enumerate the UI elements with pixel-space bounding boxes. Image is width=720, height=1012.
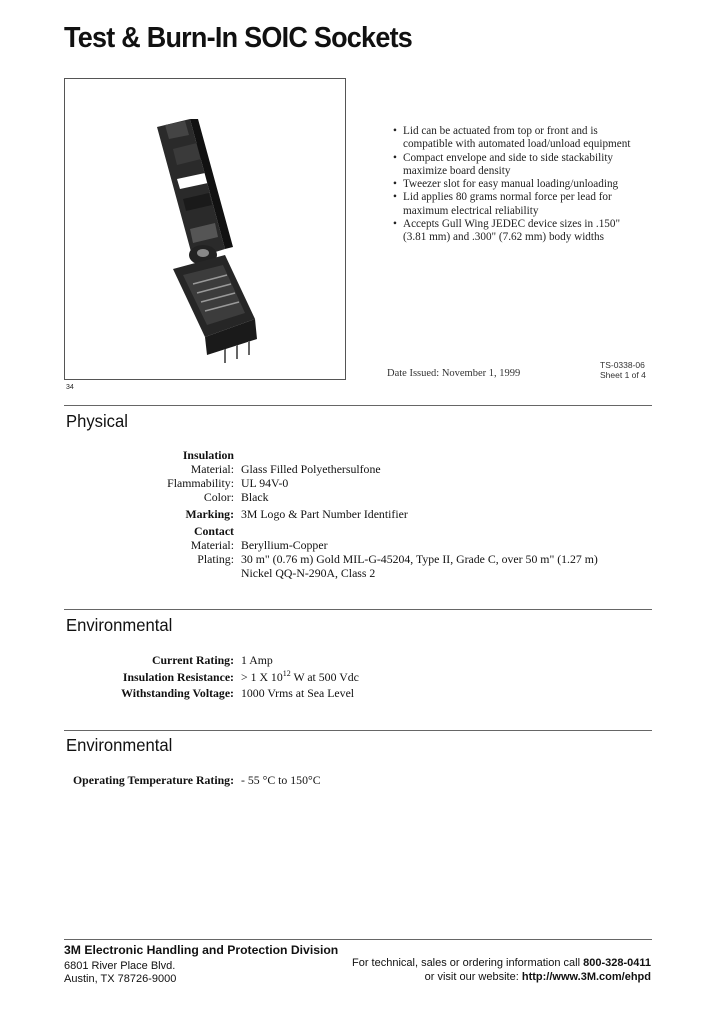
section-heading-physical: Physical xyxy=(66,411,128,431)
spec-value: UL 94V-0 xyxy=(241,476,289,490)
feature-list xyxy=(390,125,645,245)
page-title: Test & Burn-In SOIC Sockets xyxy=(64,22,413,54)
spec-value: Nickel QQ-N-290A, Class 2 xyxy=(241,566,376,580)
spec-label: Color: xyxy=(203,490,234,504)
footer-division: 3M Electronic Handling and Protection Division xyxy=(64,943,339,957)
divider xyxy=(64,730,652,731)
footer-phone: 800-328-0411 xyxy=(583,957,651,969)
list-item: • Compact envelope and side to side stackability maximize board density xyxy=(393,151,614,177)
list-item: • Lid applies 80 grams normal force per lead for maximum electrical reliability xyxy=(393,191,612,217)
sheet-number: Sheet 1 of 4 xyxy=(600,370,646,380)
bullet-icon: • xyxy=(393,151,397,164)
spec-value: - 55 °C to 150°C xyxy=(241,773,321,787)
divider xyxy=(64,405,652,406)
spec-value: Black xyxy=(241,490,269,504)
product-photo-frame xyxy=(64,78,346,380)
spec-label: Marking: xyxy=(185,507,234,521)
footer-website: or visit our website: http://www.3M.com/ehpd xyxy=(424,971,651,983)
bullet-icon: • xyxy=(393,218,397,231)
footer-contact: For technical, sales or ordering information call 800-328-0411 xyxy=(351,957,651,969)
date-issued: Date Issued: November 1, 1999 xyxy=(387,368,521,379)
spec-value: Glass Filled Polyethersulfone xyxy=(241,462,381,476)
list-item: • Tweezer slot for easy manual loading/unloading xyxy=(393,178,619,191)
divider xyxy=(64,609,652,610)
spec-value: 3M Logo & Part Number Identifier xyxy=(241,507,408,521)
divider xyxy=(64,939,652,940)
socket-lid xyxy=(157,119,233,259)
bullet-icon: • xyxy=(393,191,397,204)
spec-value: Beryllium-Copper xyxy=(241,538,328,552)
section-heading-electrical: Environmental xyxy=(66,615,173,635)
list-item: • Lid can be actuated from top or front and is compatible with automated load/unload equipment xyxy=(393,125,631,151)
bullet-icon: • xyxy=(393,125,397,137)
spec-label: Operating Temperature Rating: xyxy=(73,773,234,787)
spec-label: Flammability: xyxy=(167,476,234,490)
photo-number: 34 xyxy=(66,384,74,391)
spec-label: Withstanding Voltage: xyxy=(121,686,234,700)
spec-label: Plating: xyxy=(197,552,234,566)
spec-label: Material: xyxy=(190,462,234,476)
document-number: TS-0338-06 xyxy=(600,360,645,370)
socket-product-photo xyxy=(65,79,345,379)
footer-address-line: 6801 River Place Blvd. xyxy=(64,960,176,972)
spec-label: Contact xyxy=(194,524,234,538)
footer-url-link[interactable]: http://www.3M.com/ehpd xyxy=(521,971,651,983)
spec-value: 1 Amp xyxy=(241,653,273,667)
spec-value: > 1 X $10^{12}$ W at 500 Vdc xyxy=(241,669,359,684)
spec-label: Insulation xyxy=(182,448,234,462)
spec-label: Current Rating: xyxy=(151,653,234,667)
spec-value: 30 m" (0.76 m) Gold MIL-G-45204, Type II, Grade C, over 50 m" (1.27 m) xyxy=(241,552,598,566)
spec-value: 1000 Vrms at Sea Level xyxy=(241,686,355,700)
section-heading-environmental: Environmental xyxy=(66,735,173,755)
spec-label: Insulation Resistance: xyxy=(122,670,234,684)
socket-body xyxy=(173,255,257,363)
bullet-icon: • xyxy=(393,178,397,191)
footer-address-line: Austin, TX 78726-9000 xyxy=(64,973,177,985)
spec-label: Material: xyxy=(190,538,234,552)
list-item: • Accepts Gull Wing JEDEC device sizes in .150" (3.81 mm) and .300" (7.62 mm) body widths xyxy=(393,218,621,244)
